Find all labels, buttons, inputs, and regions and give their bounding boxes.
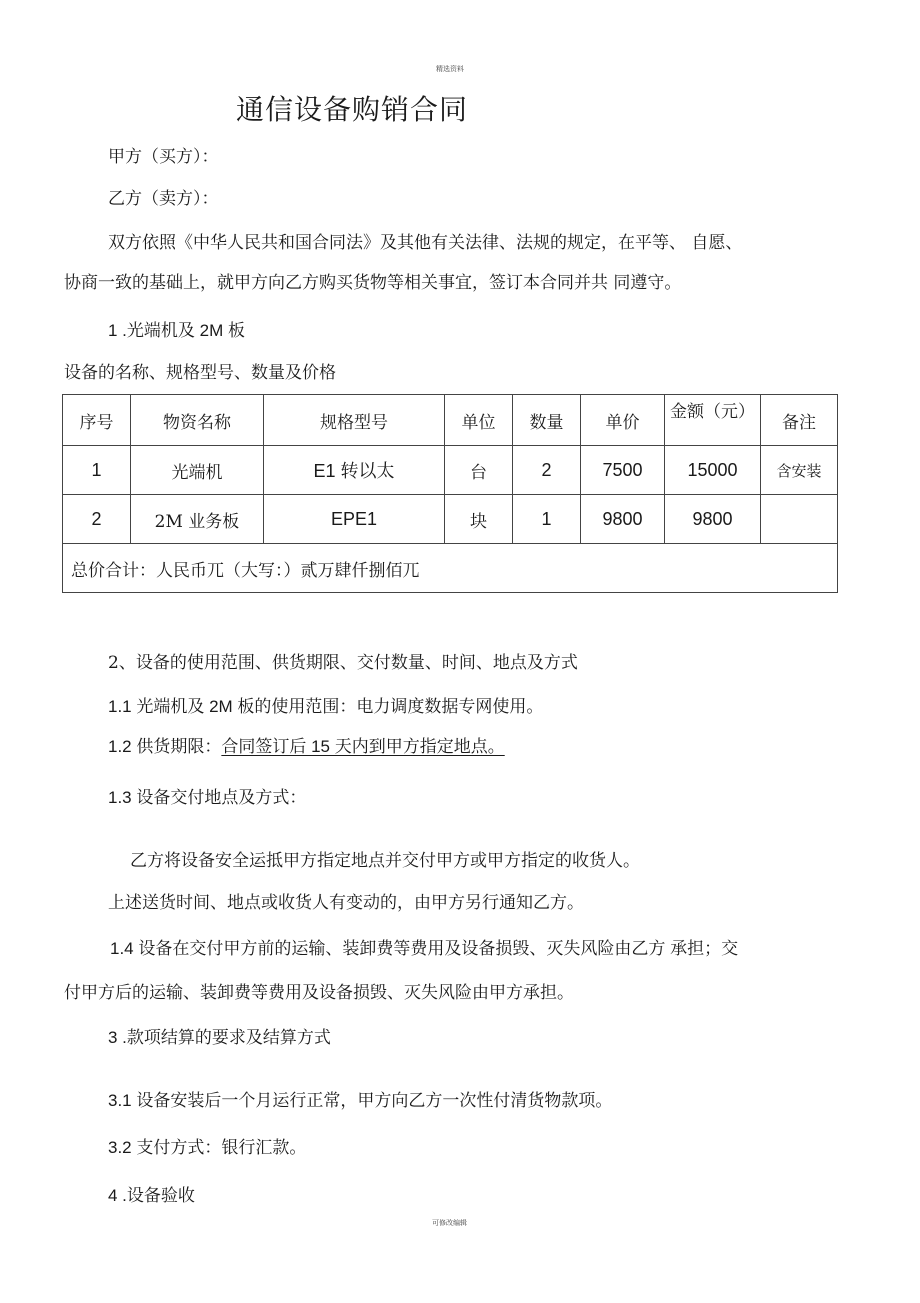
table-cell: 9800	[665, 495, 761, 544]
equipment-table	[62, 394, 838, 593]
clause-1-3-paragraph-1: 乙方将设备安全运抵甲方指定地点并交付甲方或甲方指定的收货人。	[130, 851, 640, 871]
party-a-label: 甲方（买方）：	[108, 147, 219, 167]
section-2-title: 2、设备的使用范围、供货期限、交付数量、时间、地点及方式	[108, 653, 578, 673]
table-cell: 2	[63, 495, 131, 544]
section-1-title: 1 .光端机及 2M 板	[108, 321, 245, 340]
table-cell: 光端机	[131, 446, 264, 495]
section-3-title: 3 .款项结算的要求及结算方式	[108, 1028, 331, 1047]
table-cell	[761, 495, 838, 544]
table-cell: 台	[445, 446, 513, 495]
header-cell: 物资名称	[131, 395, 264, 446]
table-cell: 2	[513, 446, 581, 495]
section-4-title: 4 .设备验收	[108, 1186, 195, 1205]
table-cell: 块	[445, 495, 513, 544]
table-cell: 7500	[581, 446, 665, 495]
header-cell: 规格型号	[264, 395, 445, 446]
table-cell: 2M 业务板	[131, 495, 264, 544]
preamble-line-1: 双方依照《中华人民共和国合同法》及其他有关法律、法规的规定，在平等、 自愿、	[108, 233, 743, 253]
table-total-row	[63, 544, 838, 593]
table-cell: E1 转以太	[264, 446, 445, 495]
delivery-period-value: 合同签订后 15 天内到甲方指定地点。	[221, 737, 505, 756]
preamble-line-2: 协商一致的基础上，就甲方向乙方购买货物等相关事宜，签订本合同并共 同遵守。	[64, 273, 682, 293]
header-cell: 单位	[445, 395, 513, 446]
clause-1-2-label: 1.2 供货期限：	[108, 737, 222, 756]
party-b-label: 乙方（卖方）：	[108, 189, 219, 209]
header-cell: 数量	[513, 395, 581, 446]
clause-1-4-line-2: 付甲方后的运输、装卸费等费用及设备损毁、灭失风险由甲方承担。	[64, 983, 574, 1003]
table-header-row	[63, 395, 838, 446]
clause-1-2	[108, 732, 505, 757]
table-cell: EPE1	[264, 495, 445, 544]
table-row	[63, 446, 838, 495]
clause-3-1: 3.1 设备安装后一个月运行正常，甲方向乙方一次性付清货物款项。	[108, 1091, 613, 1110]
table-caption: 设备的名称、规格型号、数量及价格	[64, 363, 336, 383]
header-cell: 单价	[581, 395, 665, 446]
header-cell: 序号	[63, 395, 131, 446]
table-cell: 1	[513, 495, 581, 544]
clause-1-3-paragraph-2: 上述送货时间、地点或收货人有变动的，由甲方另行通知乙方。	[108, 893, 584, 913]
clause-3-2: 3.2 支付方式：银行汇款。	[108, 1138, 307, 1157]
clause-1-3: 1.3 设备交付地点及方式：	[108, 788, 307, 807]
footer-note: 可修改编辑	[432, 1219, 467, 1227]
total-price-cell: 总价合计：人民币兀（大写：）贰万肆仟捌佰兀	[63, 544, 838, 593]
header-cell: 备注	[761, 395, 838, 446]
table-cell: 9800	[581, 495, 665, 544]
clause-1-1: 1.1 光端机及 2M 板的使用范围：电力调度数据专网使用。	[108, 697, 544, 716]
table-cell: 15000	[665, 446, 761, 495]
header-note: 精选资料	[436, 65, 464, 73]
table-cell: 含安装	[761, 446, 838, 495]
header-cell: 金额（元）	[665, 395, 761, 446]
table-row	[63, 495, 838, 544]
page-title: 通信设备购销合同	[236, 93, 469, 126]
table-cell: 1	[63, 446, 131, 495]
clause-1-4-line-1: 1.4 设备在交付甲方前的运输、装卸费等费用及设备损毁、灭失风险由乙方 承担；交	[110, 939, 739, 958]
